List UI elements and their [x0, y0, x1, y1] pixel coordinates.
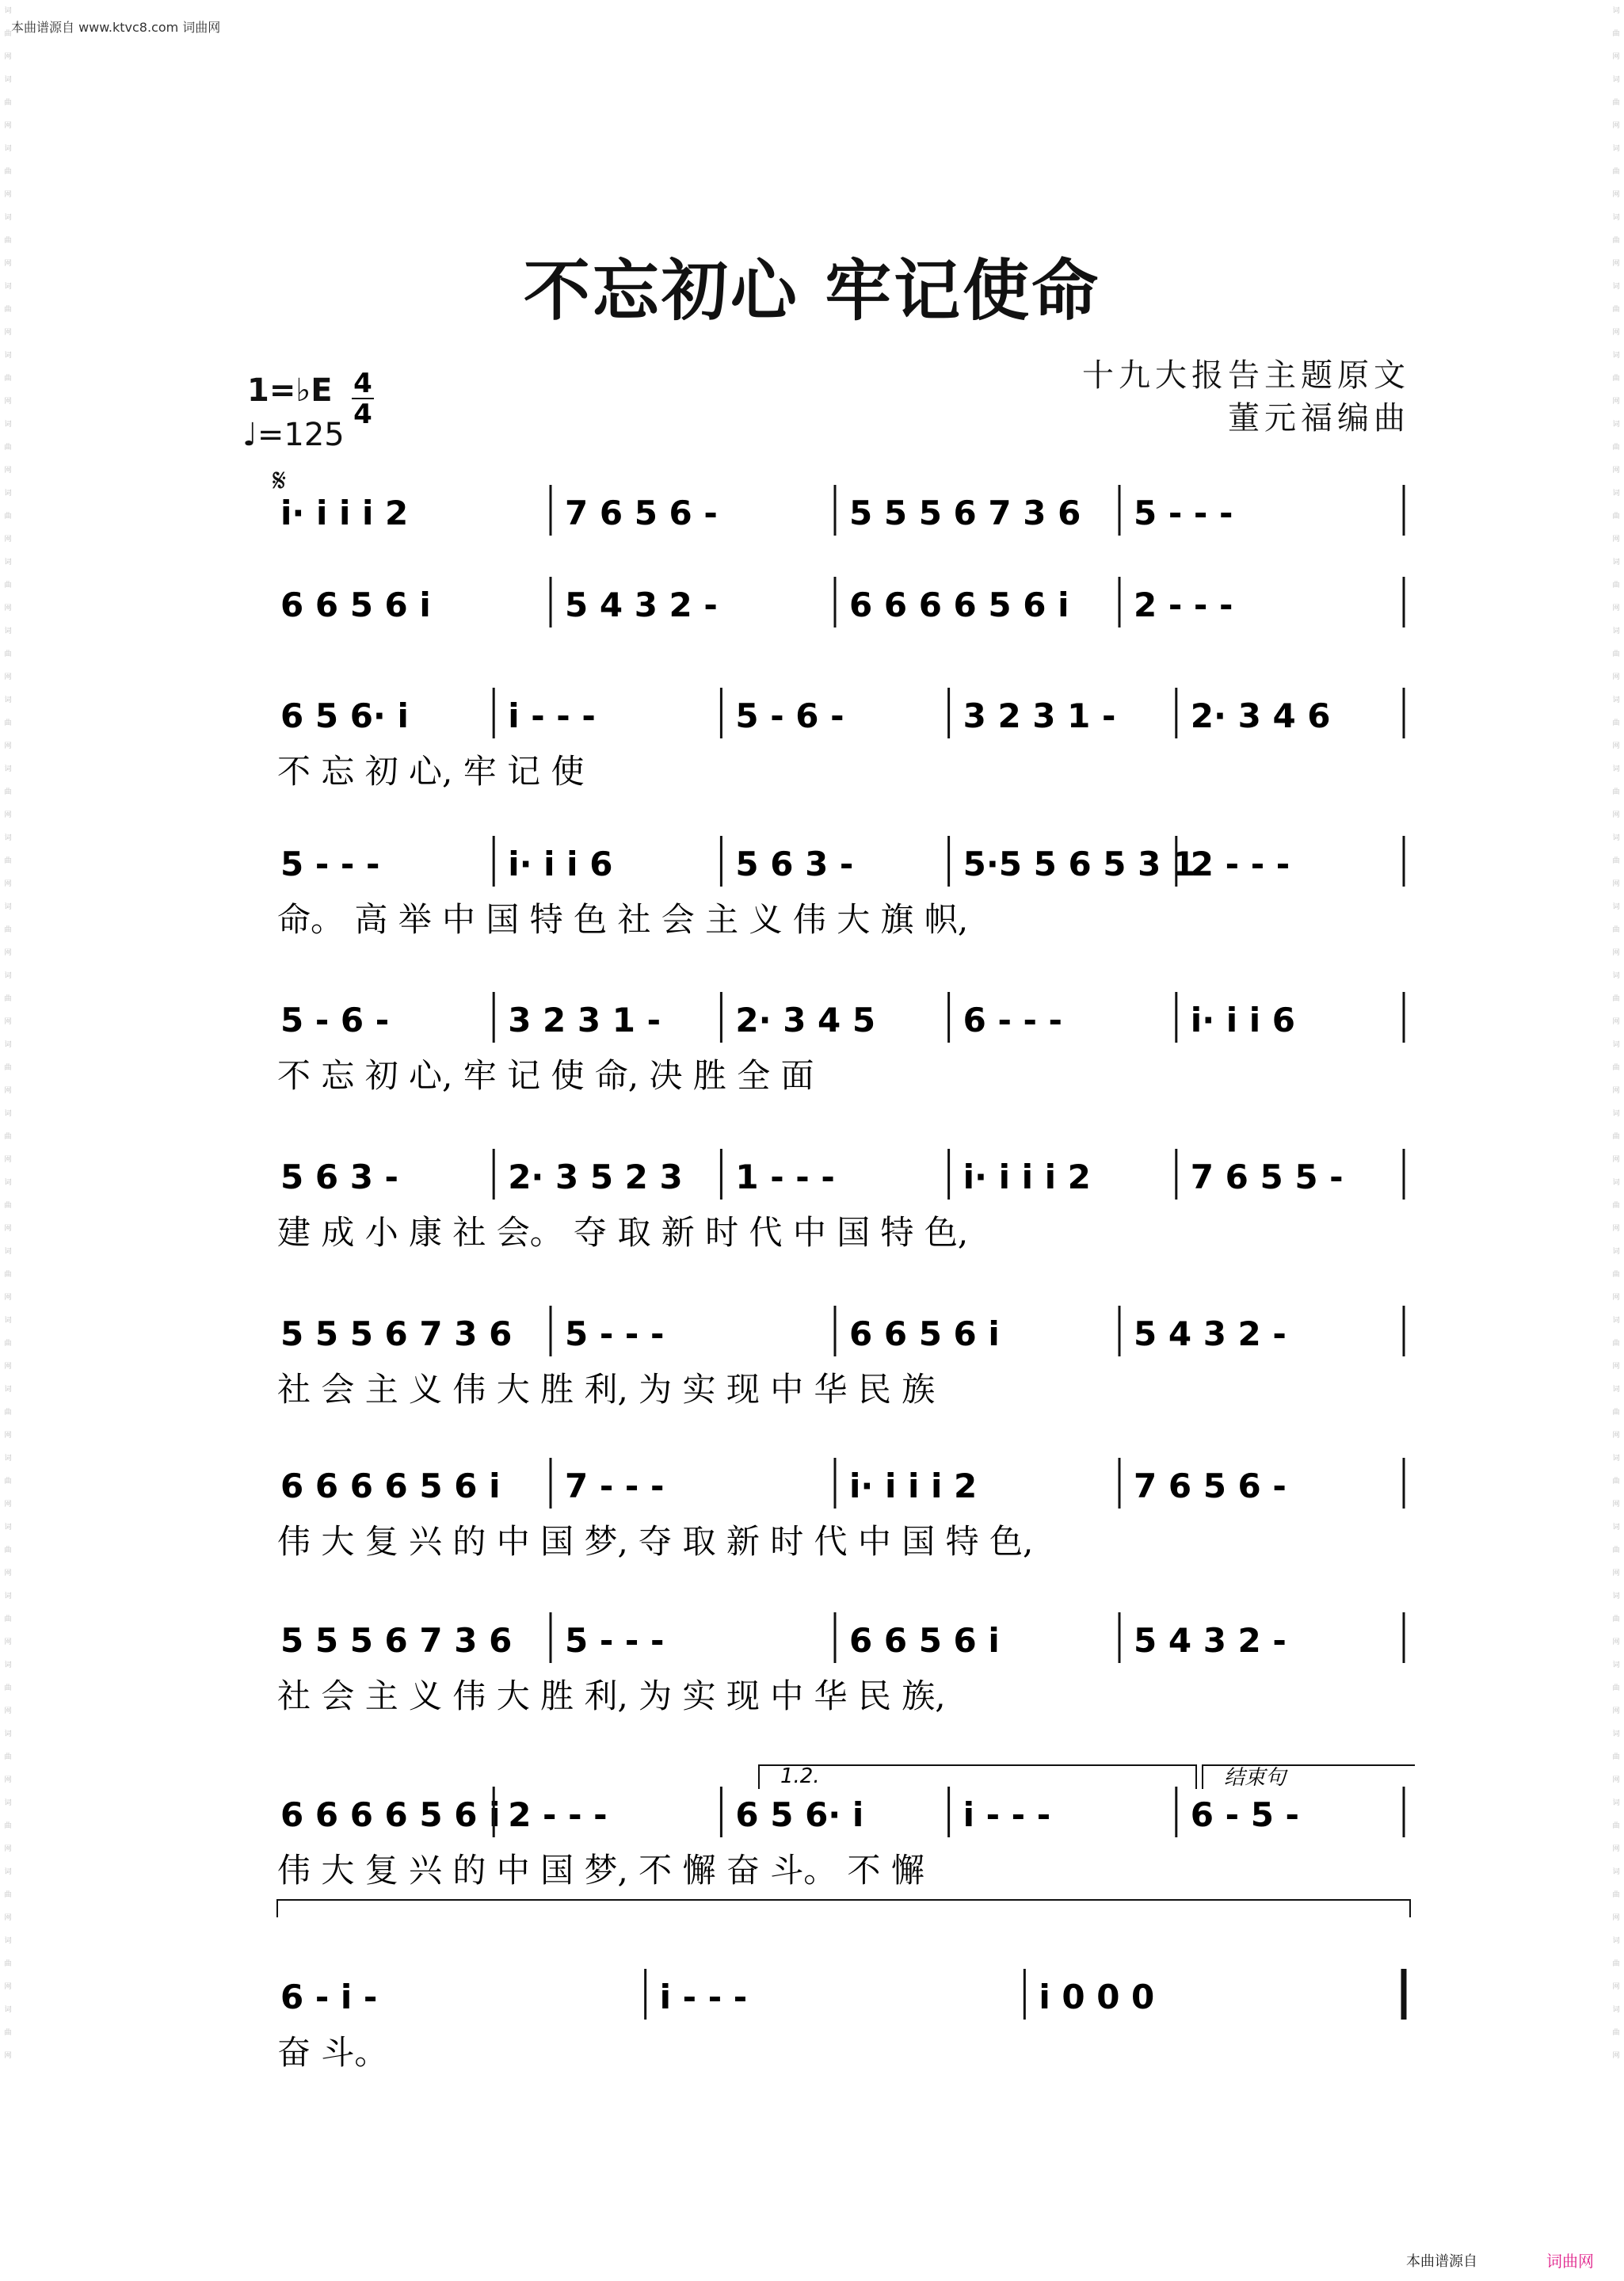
measure: i - - - — [508, 696, 596, 735]
measure: 5 4 3 2 - — [1134, 1621, 1287, 1660]
lyrics-line: 建 成 小 康 社 会。 夺 取 新 时 代 中 国 特 色, — [277, 1213, 969, 1252]
measure: i· i i i 2 — [280, 494, 409, 532]
coda-label: 结束句 — [1224, 1766, 1287, 1790]
side-watermark-left: 词曲网词曲网词曲网词曲网词曲网词曲网词曲网词曲网词曲网词曲网词曲网词曲网词曲网词曲网词曲网词曲网词曲网词曲网词曲网词曲网词曲网词曲网词曲网词曲网词曲网词曲网词曲网词曲网词曲网词曲网 — [4, 7, 12, 2060]
lyrics-line: 不 忘 初 心, 牢 记 使 — [277, 752, 585, 791]
score-line — [280, 577, 1404, 627]
score-line — [280, 485, 1404, 536]
lyrics-line: 奋 斗。 — [277, 2033, 388, 2072]
measure: 7 6 5 6 - — [1134, 1467, 1287, 1505]
measure: 6 6 6 6 5 6 i — [849, 586, 1069, 624]
measure: 6 6 5 6 i — [849, 1314, 1000, 1353]
source-note: 本曲谱源自 www.ktvc8.com 词曲网 — [11, 20, 221, 35]
measure: 6 5 6· i — [280, 696, 409, 735]
song-title: 不忘初心 牢记使命 — [523, 251, 1101, 330]
measure: 7 6 5 6 - — [565, 494, 718, 532]
score-line — [277, 688, 1404, 791]
lyrics-line: 社 会 主 义 伟 大 胜 利, 为 实 现 中 华 民 族 — [277, 1370, 936, 1409]
measure: 2· 3 4 5 — [735, 1001, 876, 1039]
score-line — [277, 1969, 1404, 2072]
time-signature — [352, 368, 374, 430]
segno-sign: 𝄋 — [273, 463, 287, 499]
key-signature: 1=♭E — [247, 372, 333, 409]
measure: 5 - - - — [1134, 494, 1233, 532]
lyrics-line: 伟 大 复 兴 的 中 国 梦, 夺 取 新 时 代 中 国 特 色, — [277, 1522, 1034, 1561]
measure: 5 6 3 - — [280, 1158, 398, 1196]
measure: 6 6 6 6 5 6 i — [280, 1467, 501, 1505]
measure: i - - - — [659, 1978, 748, 2016]
score-line — [277, 1458, 1404, 1561]
measure: 5·5 5 6 5 3 1 — [963, 845, 1196, 883]
score-line — [277, 1787, 1404, 1890]
measure: 5 - 6 - — [280, 1001, 390, 1039]
measure: 2 - - - — [1190, 845, 1290, 883]
lyrics-line: 不 忘 初 心, 牢 记 使 命, 决 胜 全 面 — [277, 1056, 814, 1095]
footer-source: 本曲谱源自 — [1406, 2253, 1477, 2270]
measure: 5 - 6 - — [735, 696, 844, 735]
measure: 1 - - - — [735, 1158, 835, 1196]
svg-text:4: 4 — [353, 399, 372, 430]
coda-bracket — [1203, 1765, 1415, 1790]
measure: 2· 3 5 2 3 — [508, 1158, 683, 1196]
measure: 5 - - - — [565, 1621, 665, 1660]
measure: 6 6 5 6 i — [280, 586, 431, 624]
volta-bracket — [759, 1764, 1196, 1789]
measure: 2 - - - — [508, 1795, 608, 1834]
lyrics-line: 命。 高 举 中 国 特 色 社 会 主 义 伟 大 旗 帜, — [277, 900, 969, 939]
measure: 3 2 3 1 - — [508, 1001, 661, 1039]
measure: 6 - i - — [280, 1978, 378, 2016]
measure: 6 6 6 6 5 6 i — [280, 1795, 501, 1834]
measure: 2· 3 4 6 — [1190, 696, 1331, 735]
final-tie-bracket — [277, 1900, 1410, 1917]
score-line — [277, 1149, 1404, 1252]
score-line — [277, 1306, 1404, 1409]
score-line — [277, 836, 1404, 939]
measure: 5 4 3 2 - — [1134, 1314, 1287, 1353]
score-line — [277, 992, 1404, 1095]
measure: 7 - - - — [565, 1467, 665, 1505]
measure: 5 5 5 6 7 3 6 — [280, 1314, 513, 1353]
side-watermark-right: 词曲网词曲网词曲网词曲网词曲网词曲网词曲网词曲网词曲网词曲网词曲网词曲网词曲网词曲网词曲网词曲网词曲网词曲网词曲网词曲网词曲网词曲网词曲网词曲网词曲网词曲网词曲网词曲网词曲网词曲网 — [1612, 7, 1620, 2060]
measure: 6 - - - — [963, 1001, 1062, 1039]
measure: 5 6 3 - — [735, 845, 854, 883]
measure: i - - - — [963, 1795, 1051, 1834]
lyrics-line: 伟 大 复 兴 的 中 国 梦, 不 懈 奋 斗。 不 懈 — [277, 1851, 924, 1890]
composer-credit: 董元福编曲 — [1228, 400, 1410, 437]
footer-site: 词曲网 — [1546, 2252, 1594, 2271]
score-line — [277, 1612, 1404, 1715]
svg-text:4: 4 — [353, 368, 372, 399]
measure: 5 4 3 2 - — [565, 586, 718, 624]
measure: i 0 0 0 — [1039, 1978, 1155, 2016]
measure: 5 5 5 6 7 3 6 — [849, 494, 1081, 532]
measure: i· i i i 2 — [849, 1467, 978, 1505]
measure: 5 - - - — [565, 1314, 665, 1353]
volta-label: 1.2. — [780, 1764, 820, 1788]
measure: 6 6 5 6 i — [849, 1621, 1000, 1660]
measure: i· i i 6 — [1190, 1001, 1296, 1039]
score-lines — [277, 485, 1404, 2072]
measure: 2 - - - — [1134, 586, 1233, 624]
measure: 6 - 5 - — [1190, 1795, 1299, 1834]
measure: 3 2 3 1 - — [963, 696, 1116, 735]
lyrics-line: 社 会 主 义 伟 大 胜 利, 为 实 现 中 华 民 族, — [277, 1676, 946, 1715]
measure: 5 5 5 6 7 3 6 — [280, 1621, 513, 1660]
tempo-marking: ♩=125 — [242, 417, 345, 453]
lyricist-credit: 十九大报告主题原文 — [1082, 357, 1410, 394]
measure: i· i i 6 — [508, 845, 613, 883]
measure: 6 5 6· i — [735, 1795, 864, 1834]
measure: 7 6 5 5 - — [1190, 1158, 1344, 1196]
measure: i· i i i 2 — [963, 1158, 1091, 1196]
measure: 5 - - - — [280, 845, 380, 883]
